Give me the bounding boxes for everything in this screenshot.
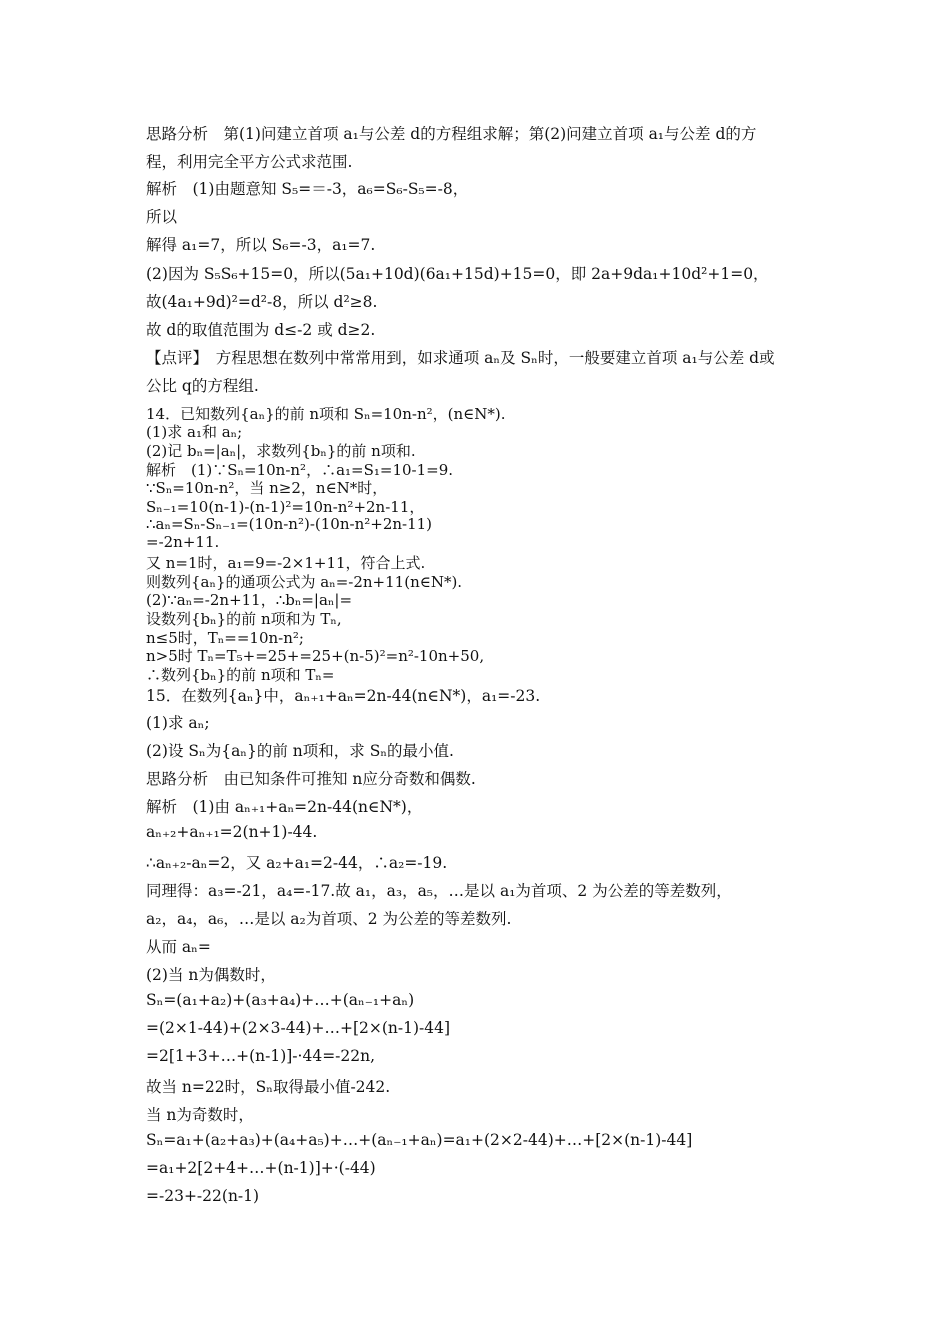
- text-line: 当 n为奇数时，: [146, 1106, 254, 1124]
- text-line: (2)因为 S₅S₆+15=0，所以(5a₁+10d)(6a₁+15d)+15=0，即 2a+9da₁+10d²+1=0，: [146, 265, 769, 283]
- text-line: 思路分析 由已知条件可推知 n应分奇数和偶数.: [146, 770, 476, 788]
- text-line: (2)当 n为偶数时，: [146, 966, 276, 984]
- text-line: n≤5时，Tₙ==10n-n²;: [146, 629, 304, 647]
- text-line: 故当 n=22时，Sₙ取得最小值-242.: [146, 1078, 391, 1096]
- text-line: 程，利用完全平方公式求范围.: [146, 153, 353, 171]
- text-line: 同理得：a₃=-21，a₄=-17.故 a₁，a₃，a₅，…是以 a₁为首项、2 为公差的等差数列，: [146, 882, 732, 900]
- text-line: =-23+-22(n-1): [146, 1187, 260, 1205]
- text-line: =a₁+2[2+4+…+(n-1)]+·(-44): [146, 1159, 376, 1177]
- text-line: 解析 (1)由 aₙ₊₁+aₙ=2n-44(n∈N*)，: [146, 798, 423, 816]
- text-line: (2)设 Sₙ为{aₙ}的前 n项和，求 Sₙ的最小值.: [146, 742, 454, 760]
- text-line: 又 n=1时，a₁=9=-2×1+11，符合上式.: [146, 554, 426, 572]
- text-line: 14．已知数列{aₙ}的前 n项和 Sₙ=10n-n²，(n∈N*).: [146, 405, 506, 423]
- text-line: (2)∵aₙ=-2n+11，∴bₙ=|aₙ|=: [146, 591, 353, 609]
- text-line: 设数列{bₙ}的前 n项和为 Tₙ,: [146, 610, 342, 628]
- text-line: 解析 (1)∵Sₙ=10n-n²，∴a₁=S₁=10-1=9.: [146, 461, 454, 479]
- text-line: Sₙ=a₁+(a₂+a₃)+(a₄+a₅)+…+(aₙ₋₁+aₙ)=a₁+(2×2-44)+…+[2×(n-1)-44]: [146, 1131, 693, 1149]
- text-line: 15．在数列{aₙ}中，aₙ₊₁+aₙ=2n-44(n∈N*)，a₁=-23.: [146, 687, 541, 705]
- text-line: a₂，a₄，a₆，…是以 a₂为首项、2 为公差的等差数列.: [146, 910, 512, 928]
- text-line: =-2n+11.: [146, 533, 220, 551]
- text-line: aₙ₊₂+aₙ₊₁=2(n+1)-44.: [146, 823, 318, 841]
- text-line: (1)求 a₁和 aₙ;: [146, 423, 243, 441]
- text-line: 解得 a₁=7，所以 S₆=-3，a₁=7.: [146, 236, 376, 254]
- text-line: 【点评】 方程思想在数列中常常用到，如求通项 aₙ及 Sₙ时，一般要建立首项 a₁与公差 d或: [146, 349, 775, 367]
- text-line: 从而 aₙ=: [146, 938, 211, 956]
- text-line: 故(4a₁+9d)²=d²-8，所以 d²≥8.: [146, 293, 378, 311]
- text-line: 解析 (1)由题意知 S₅=＝-3，a₆=S₆-S₅=-8，: [146, 180, 469, 198]
- text-line: 思路分析 第(1)问建立首项 a₁与公差 d的方程组求解；第(2)问建立首项 a₁与公差 d的方: [146, 125, 757, 143]
- text-line: n>5时 Tₙ=T₅+=25+=25+(n-5)²=n²-10n+50,: [146, 647, 485, 665]
- text-line: 所以: [146, 208, 178, 226]
- text-line: Sₙ₋₁=10(n-1)-(n-1)²=10n-n²+2n-11，: [146, 498, 425, 516]
- text-line: (2)记 bₙ=|aₙ|，求数列{bₙ}的前 n项和.: [146, 442, 416, 460]
- text-line: ∴数列{bₙ}的前 n项和 Tₙ=: [146, 666, 335, 684]
- text-line: 故 d的取值范围为 d≤-2 或 d≥2.: [146, 321, 376, 339]
- text-line: Sₙ=(a₁+a₂)+(a₃+a₄)+…+(aₙ₋₁+aₙ): [146, 991, 415, 1009]
- text-line: =2[1+3+…+(n-1)]-·44=-22n,: [146, 1047, 376, 1065]
- text-line: =(2×1-44)+(2×3-44)+…+[2×(n-1)-44]: [146, 1019, 451, 1037]
- text-line: ∴aₙ=Sₙ-Sₙ₋₁=(10n-n²)-(10n-n²+2n-11): [146, 515, 433, 533]
- text-line: ∴aₙ₊₂-aₙ=2，又 a₂+a₁=2-44，∴a₂=-19.: [146, 854, 448, 872]
- text-line: 则数列{aₙ}的通项公式为 aₙ=-2n+11(n∈N*).: [146, 573, 463, 591]
- text-line: ∵Sₙ=10n-n²，当 n≥2，n∈N*时，: [146, 479, 388, 497]
- text-line: (1)求 aₙ;: [146, 714, 210, 732]
- text-line: 公比 q的方程组.: [146, 377, 259, 395]
